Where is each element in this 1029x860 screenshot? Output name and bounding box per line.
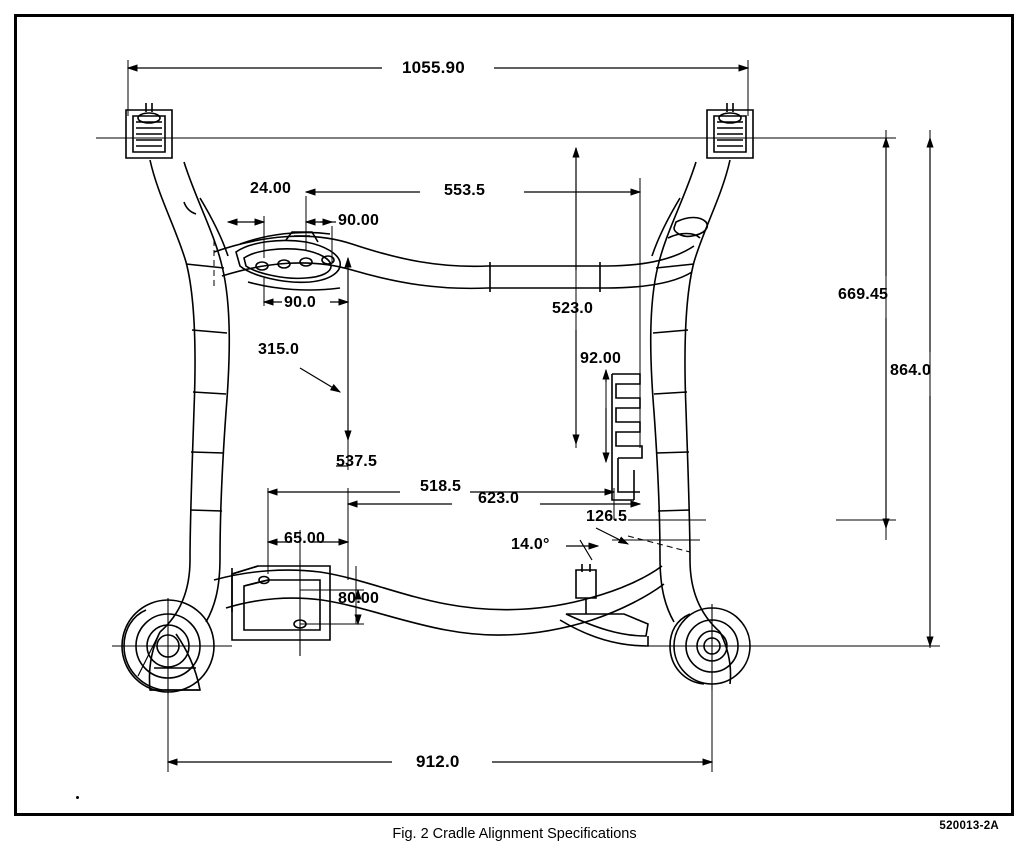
dimension-label-65-00: 65.00 <box>284 530 326 547</box>
plate-id-label: 520013-2A <box>939 820 999 832</box>
dimension-label-553-5: 553.5 <box>444 182 486 199</box>
dimension-label-92-00: 92.00 <box>580 350 622 367</box>
dimension-lines <box>128 68 930 762</box>
cradle-outline <box>122 103 753 692</box>
extension-lines <box>128 60 940 772</box>
center-lines <box>96 138 889 694</box>
dimension-label-623-0: 623.0 <box>478 490 520 507</box>
dimension-label-912-0: 912.0 <box>416 752 460 771</box>
dimension-label-523-0: 523.0 <box>552 300 594 317</box>
dimension-label-864-0: 864.0 <box>890 362 932 379</box>
dimension-label-126-5: 126.5 <box>586 508 628 525</box>
dimension-label-518-5: 518.5 <box>420 478 462 495</box>
dimension-label-24-00: 24.00 <box>250 180 292 197</box>
dimension-label-90-0: 90.0 <box>284 294 316 311</box>
dimension-label-315-0: 315.0 <box>258 341 300 358</box>
dimension-label-669-45: 669.45 <box>838 286 889 303</box>
page-speck <box>76 796 79 799</box>
figure-caption: Fig. 2 Cradle Alignment Specifications <box>392 826 637 842</box>
dimension-label-537-5: 537.5 <box>336 453 378 470</box>
dimension-label-90-00: 90.00 <box>338 212 380 229</box>
dimension-label-80-00: 80.00 <box>338 590 380 607</box>
dimension-label-1055-90: 1055.90 <box>402 58 465 77</box>
dimension-label-14-0-deg: 14.0° <box>511 536 550 553</box>
